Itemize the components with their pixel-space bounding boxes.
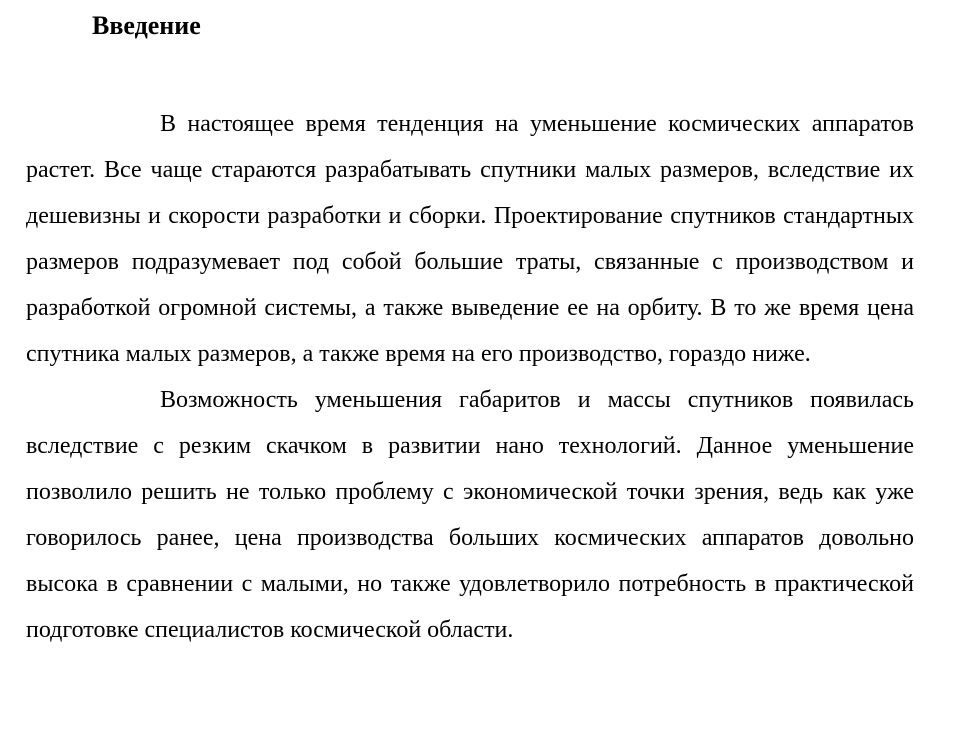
- paragraph-1: В настоящее время тенденция на уменьшение космических аппаратов растет. Все чаще стараются разрабатывать спутники малых размеров, вследствие их дешевизны и скорости разработки и сборки. Проектирование спутников стандартных размеров подразумевает под собой большие траты, связанные с производством и разработкой огромной системы, а также выведение ее на орбиту. В то же время цена спутника малых размеров, а также время на его производство, гораздо ниже.: [26, 111, 914, 367]
- body-text: [26, 101, 914, 653]
- paragraph-2: Возможность уменьшения габаритов и массы спутников появилась вследствие с резким скачком в развитии нано технологий. Данное уменьшение позволило решить не только проблему с экономической точки зрения, ведь как уже говорилось ранее, цена производства больших космических аппаратов довольно высока в сравнении с малыми, но также удовлетворило потребность в практической подготовке специалистов космической области.: [26, 387, 914, 643]
- section-heading: Введение: [92, 11, 201, 40]
